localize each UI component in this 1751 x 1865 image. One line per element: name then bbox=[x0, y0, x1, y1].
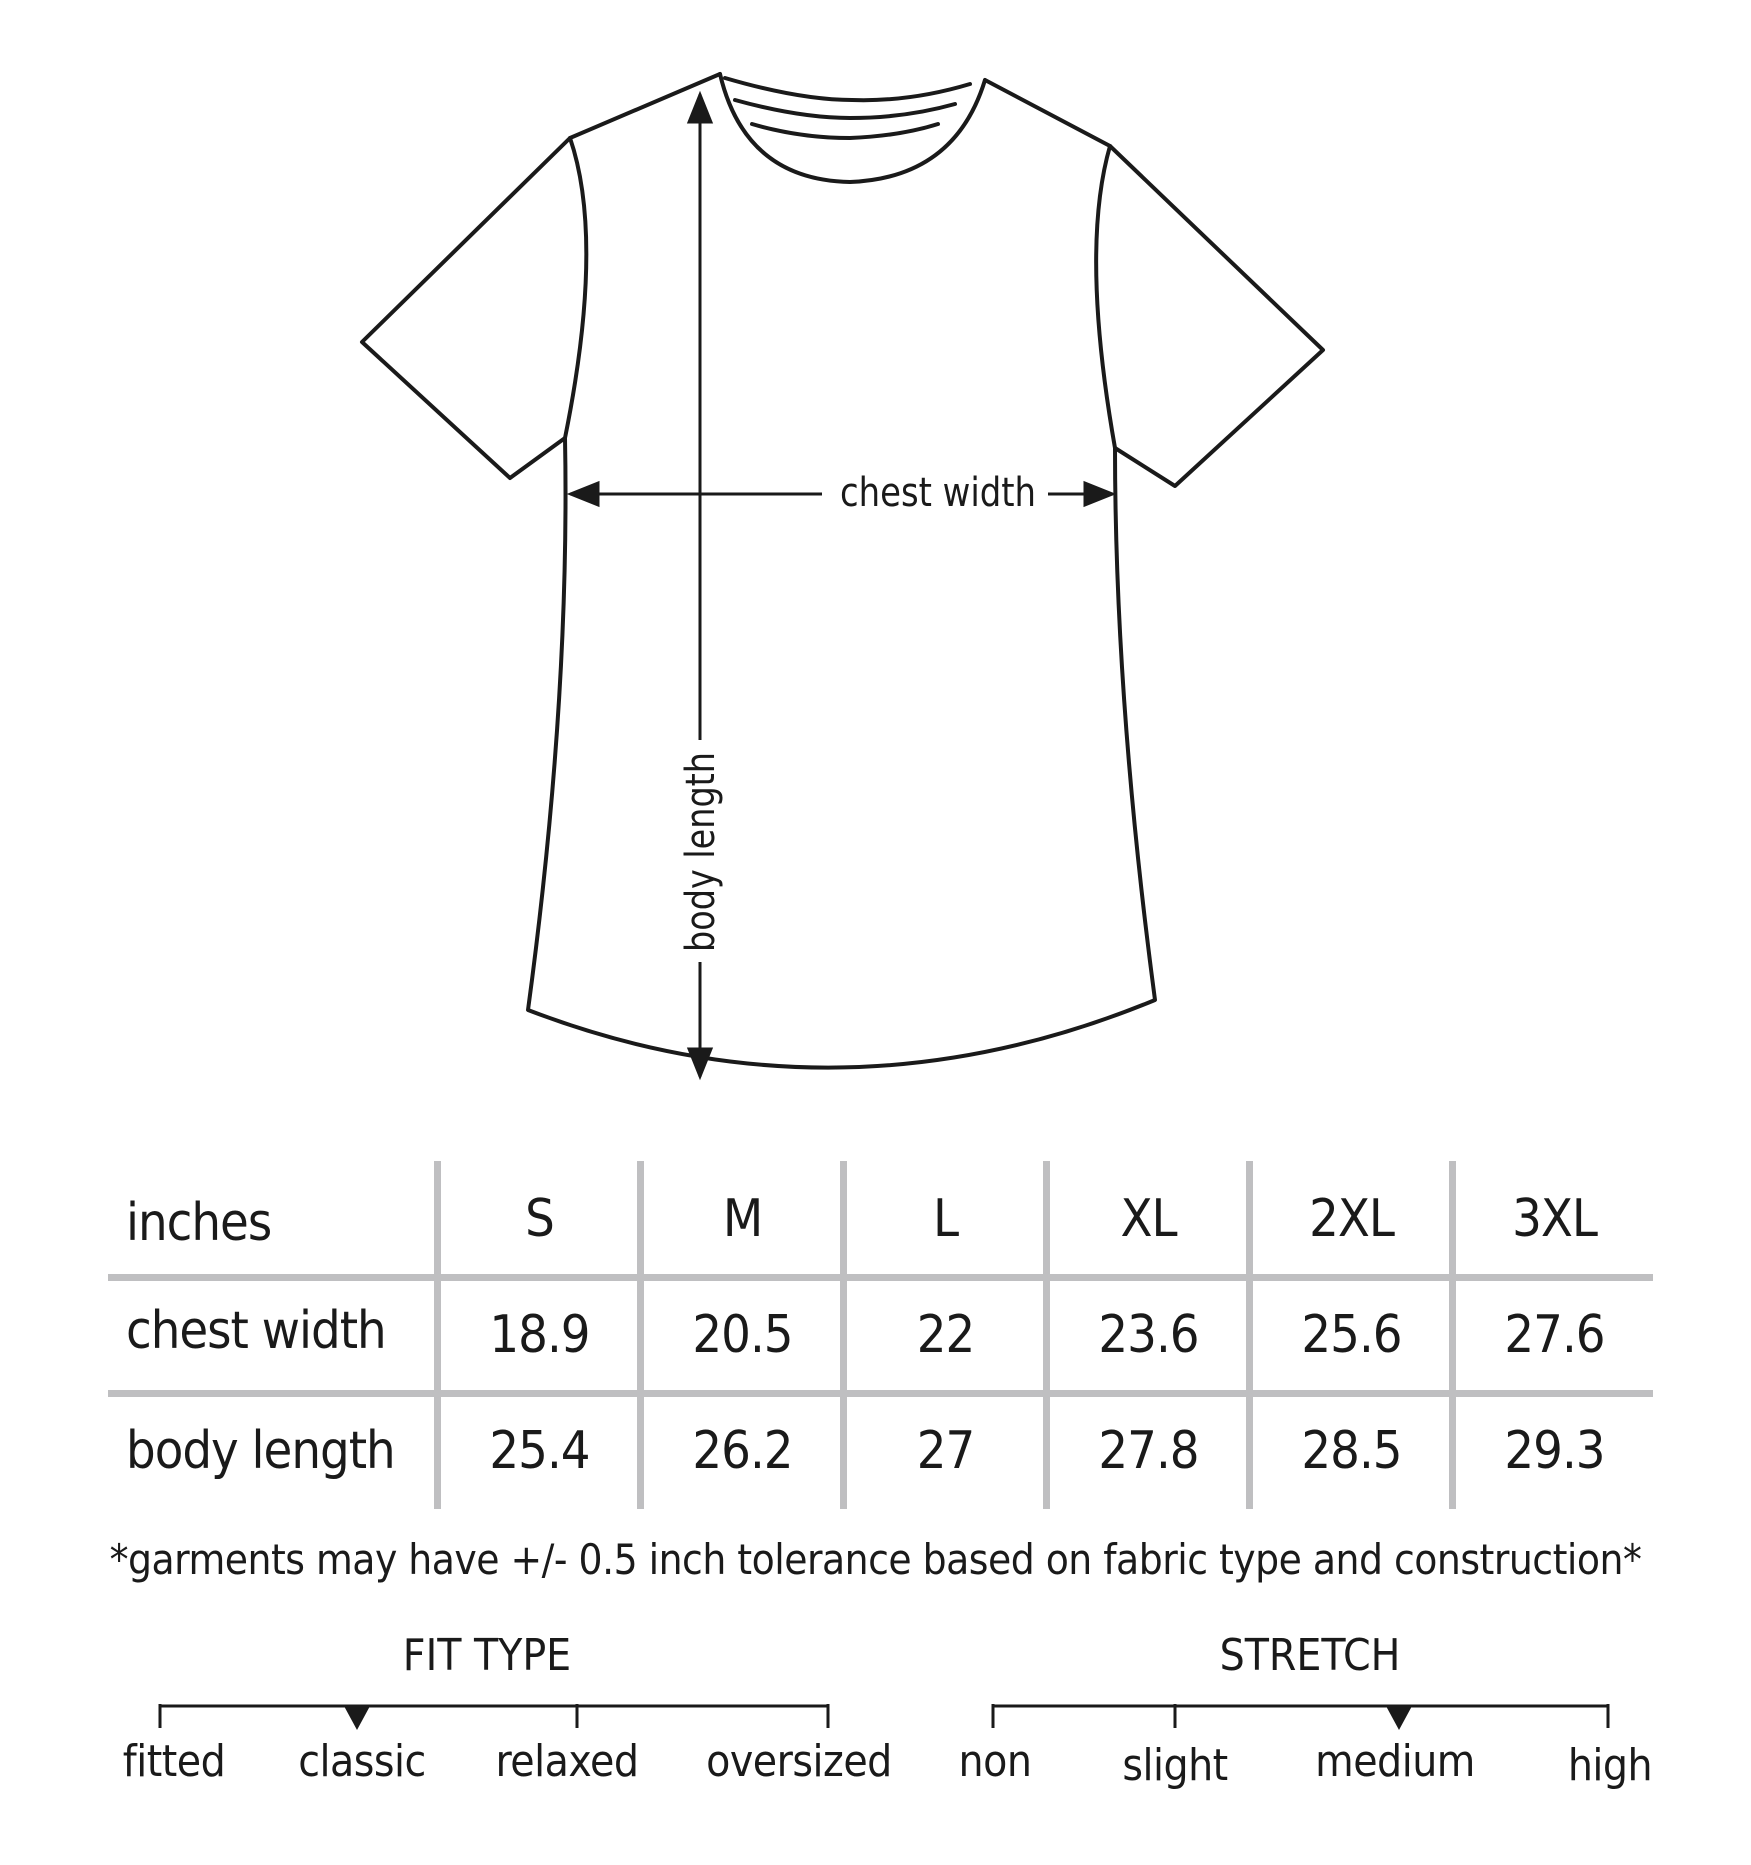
size-header-xl: XL bbox=[1120, 1189, 1177, 1249]
fit-option-relaxed: relaxed bbox=[495, 1736, 639, 1787]
table-cell: 27.6 bbox=[1504, 1305, 1605, 1365]
fit-option-fitted: fitted bbox=[122, 1736, 226, 1787]
stretch-selected-marker bbox=[1386, 1706, 1412, 1730]
table-cell: 27.8 bbox=[1098, 1421, 1199, 1481]
size-header-l: L bbox=[932, 1189, 959, 1249]
size-header-s: S bbox=[525, 1189, 554, 1249]
table-cell: 26.2 bbox=[692, 1421, 793, 1481]
tolerance-note: *garments may have +/- 0.5 inch tolerance based on fabric type and construction* bbox=[109, 1535, 1642, 1584]
body-length-label: body length bbox=[678, 736, 724, 952]
table-cell: 25.6 bbox=[1301, 1305, 1402, 1365]
size-table bbox=[108, 1161, 1653, 1509]
table-row bbox=[108, 1277, 1653, 1393]
table-cell: 18.9 bbox=[489, 1305, 590, 1365]
table-cell: 23.6 bbox=[1098, 1305, 1199, 1365]
fit-option-classic: classic bbox=[298, 1736, 426, 1787]
table-cell: 25.4 bbox=[489, 1421, 590, 1481]
stretch-scale bbox=[960, 1690, 1620, 1730]
unit-label: inches bbox=[126, 1193, 272, 1253]
table-row bbox=[108, 1393, 1653, 1509]
table-cell: 28.5 bbox=[1301, 1421, 1402, 1481]
row-label-body-length: body length bbox=[126, 1421, 395, 1481]
fit-type-selected-marker bbox=[344, 1706, 370, 1730]
fit-option-oversized: oversized bbox=[706, 1736, 892, 1787]
table-header-row bbox=[108, 1161, 1653, 1277]
stretch-title: STRETCH bbox=[1219, 1630, 1401, 1681]
size-header-m: M bbox=[722, 1189, 763, 1249]
stretch-option-high: high bbox=[1567, 1740, 1653, 1791]
fit-type-scale bbox=[0, 1690, 880, 1730]
table-cell: 29.3 bbox=[1504, 1421, 1605, 1481]
table-cell: 20.5 bbox=[692, 1305, 793, 1365]
stretch-option-non: non bbox=[958, 1736, 1032, 1787]
fit-type-title: FIT TYPE bbox=[402, 1630, 572, 1681]
size-header-2xl: 2XL bbox=[1309, 1189, 1394, 1249]
chest-width-label: chest width bbox=[840, 470, 1036, 516]
table-cell: 27 bbox=[916, 1421, 975, 1481]
stretch-option-medium: medium bbox=[1315, 1736, 1475, 1787]
stretch-option-slight: slight bbox=[1122, 1740, 1228, 1791]
tshirt-outline bbox=[362, 74, 1323, 1068]
table-cell: 22 bbox=[916, 1305, 975, 1365]
size-header-3xl: 3XL bbox=[1512, 1189, 1597, 1249]
row-label-chest-width: chest width bbox=[126, 1301, 386, 1361]
